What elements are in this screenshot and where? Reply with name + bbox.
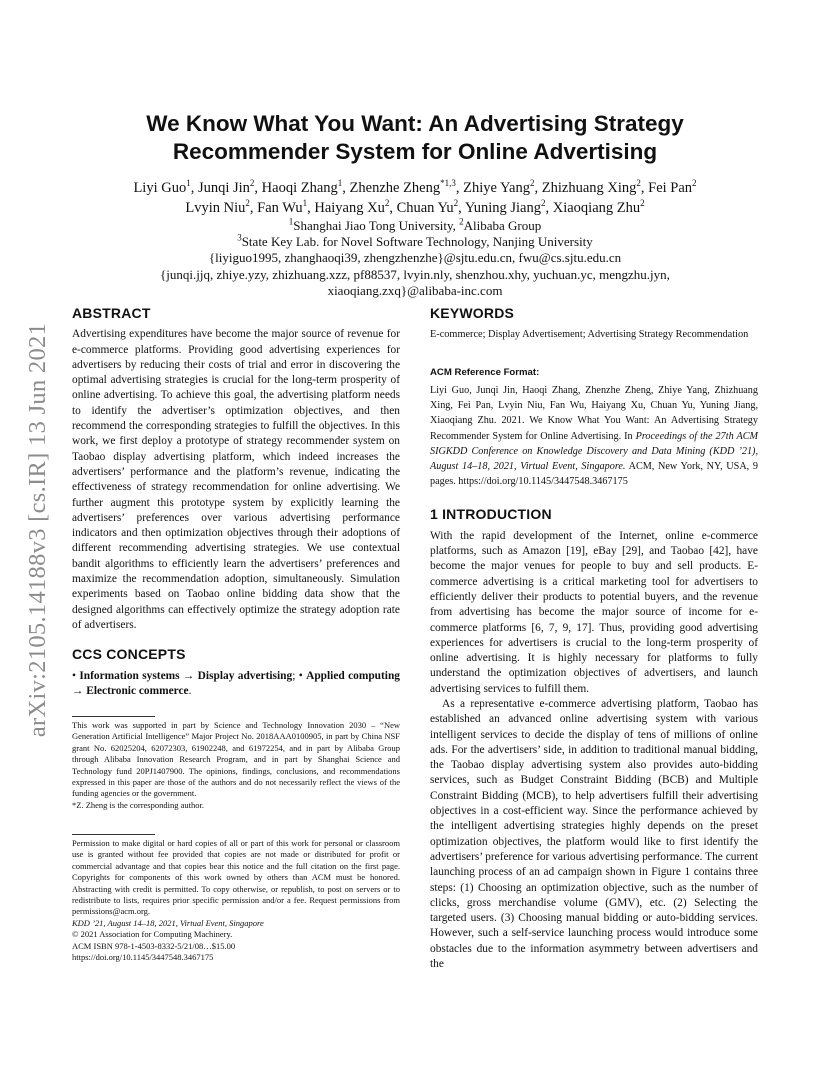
keywords-heading: KEYWORDS xyxy=(430,305,515,321)
funding-note: This work was supported in part by Science and Technology Innovation 2030 – “New Generation Artificial Intelligence” Major Project No. 2018AAA0100905, in part by China NSF grant No. 62025204, 62072303, 61902248, and 61972254, and in part by Alibaba Group through Alibaba Innovation Research Program, and in part by Shanghai Science and Technology fund 20PJ1407900. The opinions, findings, conclusions, and recommendations expressed in this paper are those of the authors and do not necessarily reflect the views of the funding agencies or the government. xyxy=(72,720,400,799)
affiliation-line-2: $^3$State Key Lab. for Novel Software Technology, Nanjing University xyxy=(237,232,593,250)
title-line-1: We Know What You Want: An Advertising Strategy xyxy=(146,111,684,136)
title-line-2: Recommender System for Online Advertising xyxy=(172,139,658,164)
affiliations xyxy=(72,218,758,299)
permission-rule xyxy=(72,834,155,835)
paper-header xyxy=(72,110,758,299)
arxiv-watermark xyxy=(18,300,58,760)
isbn-line: ACM ISBN 978-1-4503-8332-5/21/08…$15.00 xyxy=(72,940,236,951)
author-list xyxy=(72,178,758,218)
affiliation-line-1: $^1$Shanghai Jiao Tong University, $^2$Alibaba Group xyxy=(288,216,542,233)
conference-line: KDD ’21, August 14–18, 2021, Virtual Event, Singapore xyxy=(72,917,264,928)
ccs-concepts: • Information systems → Display advertising; • Applied computing → Electronic commerce. xyxy=(72,669,400,697)
email-line-2: {junqi.jjq, zhiye.yzy, zhizhuang.xzz, pf88537, lvyin.nly, shenzhou.xhy, yuchuan.yc, mengzhu.jyn, xyxy=(160,266,670,282)
email-line-1: {liyiguo1995, zhanghaoqi39, zhengzhenzhe}@sjtu.edu.cn, fwu@cs.sjtu.edu.cn xyxy=(208,250,622,266)
ccs-heading: CCS CONCEPTS xyxy=(72,646,186,663)
permission-text: Permission to make digital or hard copies of all or part of this work for personal or classroom use is granted without fee provided that copies are not made or distributed for profit or commercial advantage and that copies bear this notice and the full citation on the first page. Copyrights for components of this work owned by others than ACM must be honored. Abstracting with credit is permitted. To copy otherwise, or republish, to post on servers or to redistribute to lists, requires prior specific permission and/or a fee. Request permissions from permissions@acm.org. xyxy=(72,838,400,917)
footnote xyxy=(72,720,400,811)
paper-title xyxy=(72,110,758,166)
doi-link[interactable]: https://doi.org/10.1145/3447548.3467175 xyxy=(72,952,214,963)
acm-ref-label: ACM Reference Format: xyxy=(430,366,540,378)
author-line-2: Lvyin Niu$^2$, Fan Wu$^1$, Haiyang Xu$^2$, Chuan Yu$^2$, Yuning Jiang$^2$, Xiaoqiang Zhu$^2$ xyxy=(185,198,645,216)
footnote-rule xyxy=(72,716,155,717)
permission-block xyxy=(72,838,400,963)
left-column xyxy=(72,306,400,699)
intro-paragraph-1: With the rapid development of the Internet, online e-commerce platforms, such as Amazon [19], eBay [29], and Taobao [42], have become the major venues for people to buy and sell products. E-commerce advertising is a critical marketing tool for advertisers to efficiently deliver their products to potential buyers, and the revenue from advertising has become the major source of income for e-commerce platforms [6, 7, 9, 17]. Thus, providing good advertising experiences for advertisers is crucial to the long-term prosperity of online advertising. It is highly necessary for platforms to fully understand the optimization objectives of advertisers, and launch advertising services to fulfill them. xyxy=(430,529,758,695)
keywords-body: E-commerce; Display Advertisement; Advertising Strategy Recommendation xyxy=(430,329,749,341)
author-line-1: Liyi Guo$^1$, Junqi Jin$^2$, Haoqi Zhang$^1$, Zhenzhe Zheng$^{*1,3}$, Zhiye Yang$^2$, Zhizhuang Xing$^2$, Fei Pan$^2$ xyxy=(133,178,697,196)
right-column xyxy=(430,306,758,972)
email-line-3: xiaoqiang.zxq}@alibaba-inc.com xyxy=(327,282,503,298)
abstract-body: Advertising expenditures have become the major source of revenue for e-commerce platforms. Providing good advertising experiences for advertisers by reducing their costs of trial and error in discovering the optimal advertising strategies is crucial for the long-term prosperity of online advertising. To achieve this goal, the advertising platform needs to identify the advertiser’s optimization objectives, and then recommend the corresponding strategies to fulfill the objectives. In this work, we first deploy a prototype of strategy recommender system on Taobao display advertising platform, which indeed increases the advertisers’ performance and the platform’s revenue, indicating the effectiveness of strategy recommendation for online advertising. We further augment this prototype system by explicitly learning the advertisers’ preferences over various advertising performance indicators and then optimization objectives through their adoptions of different recommending advertising strategies. We use contextual bandit algorithms to efficiently learn the advertisers’ preferences and maximize the recommendation adoption, simultaneously. Simulation experiments based on Taobao online bidding data show that the designed algorithms can effectively optimize the strategy adoption rate of advertisers. xyxy=(72,328,400,631)
acm-reference: Liyi Guo, Junqi Jin, Haoqi Zhang, Zhenzhe Zheng, Zhiye Yang, Zhizhuang Xing, Fei Pan, Lvyin Niu, Fan Wu, Haiyang Xu, Chuan Yu, Yuning Jiang, Xiaoqiang Zhu. 2021. We Know What You Want: An Advertising Strategy Recommender System for Online Advertising. In Proceedings of the 27th ACM SIGKDD Conference on Knowledge Discovery and Data Mining (KDD ’21), August 14–18, 2021, Virtual Event, Singapore. ACM, New York, NY, USA, 9 pages. https://doi.org/10.1145/3447548.3467175 xyxy=(430,385,758,488)
arxiv-id: arXiv:2105.14188v3 [cs.IR] 13 Jun 2021 xyxy=(24,322,51,738)
copyright-line: © 2021 Association for Computing Machinery. xyxy=(72,929,233,940)
intro-paragraph-2: As a representative e-commerce advertising platform, Taobao has established an advanced online advertising system with various intelligent services to decide the display of tens of millions of online ads. For the advertisers’ side, in addition to traditional manual bidding, the Taobao display advertising system also provides auto-bidding services, such as Budget Constraint Bidding (BCB) and Multiple Constraint Bidding (MCB), to help advertisers fulfill their advertising objectives in a cost-efficient way. Since the performance achieved by the intelligent advertising strategies highly depends on the preset optimization objectives, the platform would like to first identify the advertisers’ preference for various advertising performance. The current launching process of an ad campaign shown in Figure 1 contains three steps: (1) Choosing an optimization objective, such as the number of clicks, gross merchandise volume (GMV), etc. (2) Selecting the targeted users. (3) Choosing manual bidding or auto-bidding services. However, such a self-service launching process would introduce some obstacles due to the information asymmetry between advertisers and the xyxy=(430,697,758,971)
abstract-heading: ABSTRACT xyxy=(72,305,151,321)
corresponding-note: *Z. Zheng is the corresponding author. xyxy=(72,799,204,810)
intro-heading: 1 INTRODUCTION xyxy=(430,506,552,523)
